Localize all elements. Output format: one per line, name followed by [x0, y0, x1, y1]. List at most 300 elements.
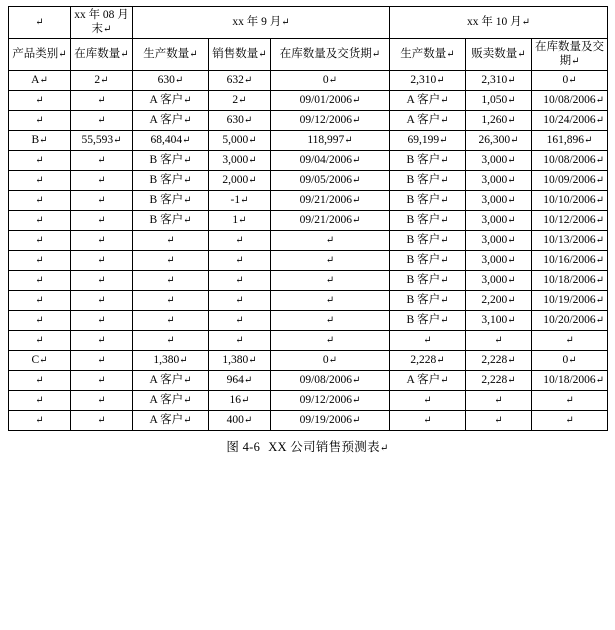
- table-cell: [466, 231, 532, 251]
- table-cell: [466, 331, 532, 351]
- table-cell: [271, 391, 390, 411]
- cell-value: 2,228↵: [481, 353, 516, 366]
- table-cell: [532, 351, 608, 371]
- cell-value: 2↵: [94, 73, 109, 86]
- pilcrow-mark: ↵: [35, 294, 44, 306]
- pilcrow-mark: ↵: [97, 354, 106, 366]
- cell-secondary-value: 10/10/2006↵: [543, 193, 605, 206]
- pilcrow-mark: ↵: [39, 354, 48, 366]
- pilcrow-mark: ↵: [352, 214, 361, 226]
- cell-value: [74, 374, 129, 388]
- cell-value: C↵: [31, 353, 48, 366]
- cell-value: [12, 414, 67, 428]
- pilcrow-mark: ↵: [507, 74, 516, 86]
- cell-secondary-value: 10/20/2006↵: [543, 313, 605, 326]
- table-row: [9, 91, 608, 111]
- group-header-aug: xx 年 08 月末↵: [71, 7, 133, 39]
- pilcrow-mark: ↵: [97, 394, 106, 406]
- pilcrow-mark: ↵: [35, 94, 44, 106]
- cell-value: 2,000↵: [222, 173, 257, 186]
- table-cell: [271, 191, 390, 211]
- pilcrow-mark: ↵: [595, 174, 605, 186]
- pilcrow-mark: ↵: [568, 354, 577, 366]
- pilcrow-mark: ↵: [35, 374, 44, 386]
- cell-value: [393, 394, 462, 408]
- table-cell: [209, 231, 271, 251]
- cell-value: [12, 194, 67, 208]
- pilcrow-mark: ↵: [243, 114, 253, 126]
- pilcrow-mark: ↵: [494, 394, 503, 406]
- cell-secondary-value: 10/16/2006↵: [543, 253, 605, 266]
- cell-value: [74, 114, 129, 128]
- table-cell: [71, 91, 133, 111]
- cell-value: 630↵: [157, 73, 184, 86]
- table-cell: [209, 391, 271, 411]
- table-cell: [466, 191, 532, 211]
- pilcrow-mark: ↵: [183, 194, 192, 206]
- table-cell: [133, 351, 209, 371]
- pilcrow-mark: ↵: [595, 314, 605, 326]
- table-cell: [71, 331, 133, 351]
- sales-forecast-table: [8, 6, 608, 431]
- pilcrow-mark: ↵: [97, 414, 106, 426]
- cell-value: [12, 234, 67, 248]
- table-cell: [271, 111, 390, 131]
- cell-value: [274, 334, 386, 348]
- pilcrow-mark: ↵: [507, 154, 516, 166]
- pilcrow-mark: ↵: [494, 334, 503, 346]
- table-cell: [271, 271, 390, 291]
- pilcrow-mark: ↵: [97, 114, 106, 126]
- pilcrow-mark: ↵: [568, 74, 577, 86]
- pilcrow-mark: ↵: [97, 274, 106, 286]
- table-row: [9, 411, 608, 431]
- pilcrow-mark: ↵: [166, 334, 175, 346]
- cell-value: 3,000↵: [481, 153, 516, 166]
- cell-value: [535, 394, 604, 408]
- table-cell: [466, 311, 532, 331]
- cell-value: 3,000↵: [481, 173, 516, 186]
- cell-value: 2,228↵: [481, 373, 516, 386]
- cell-value: -1↵: [230, 193, 249, 206]
- table-cell: [390, 311, 466, 331]
- table-row: [9, 231, 608, 251]
- table-cell: [9, 271, 71, 291]
- table-cell: [133, 371, 209, 391]
- pilcrow-mark: ↵: [243, 414, 253, 426]
- pilcrow-mark: ↵: [595, 94, 605, 106]
- table-cell: [466, 371, 532, 391]
- table-cell: [133, 171, 209, 191]
- table-cell: [532, 91, 608, 111]
- table-cell: [9, 91, 71, 111]
- cell-value: 09/01/2006↵: [299, 93, 361, 106]
- cell-value: 09/04/2006↵: [299, 153, 361, 166]
- table-cell: [466, 131, 532, 151]
- pilcrow-mark: ↵: [179, 354, 188, 366]
- cell-secondary-value: 10/08/2006↵: [543, 153, 605, 166]
- cell-value: B 客户↵: [406, 273, 449, 286]
- pilcrow-mark: ↵: [352, 154, 361, 166]
- table-cell: [209, 311, 271, 331]
- cell-value: [535, 334, 604, 348]
- table-cell: [532, 411, 608, 431]
- pilcrow-mark: ↵: [183, 174, 192, 186]
- pilcrow-mark: ↵: [507, 194, 516, 206]
- table-cell: [466, 211, 532, 231]
- table-cell: [9, 411, 71, 431]
- table-cell: [9, 211, 71, 231]
- cell-value: [136, 254, 205, 268]
- table-cell: [209, 71, 271, 91]
- pilcrow-mark: ↵: [494, 414, 503, 426]
- table-cell: [9, 351, 71, 371]
- table-cell: [209, 131, 271, 151]
- pilcrow-mark: ↵: [440, 314, 449, 326]
- pilcrow-mark: ↵: [281, 16, 290, 28]
- cell-value: [136, 234, 205, 248]
- table-cell: [209, 171, 271, 191]
- table-cell: [390, 151, 466, 171]
- table-row: [9, 311, 608, 331]
- pilcrow-mark: ↵: [571, 55, 580, 67]
- pilcrow-mark: ↵: [423, 394, 432, 406]
- table-cell: [209, 331, 271, 351]
- pilcrow-mark: ↵: [183, 214, 192, 226]
- cell-value: [212, 254, 267, 268]
- column-header-sales-oct: 贩卖数量↵: [466, 39, 532, 71]
- table-cell: [133, 231, 209, 251]
- pilcrow-mark: ↵: [325, 314, 335, 326]
- pilcrow-mark: ↵: [235, 254, 244, 266]
- cell-value: 1↵: [232, 213, 247, 226]
- cell-value: B 客户↵: [406, 193, 449, 206]
- group-header-sep: xx 年 9 月↵: [133, 7, 390, 39]
- table-cell: [209, 351, 271, 371]
- table-cell: [532, 291, 608, 311]
- pilcrow-mark: ↵: [352, 174, 361, 186]
- table-body: [9, 7, 608, 431]
- cell-value: 3,000↵: [481, 253, 516, 266]
- table-cell: [71, 351, 133, 371]
- cell-value: 632↵: [226, 73, 253, 86]
- cell-value: [469, 334, 528, 348]
- pilcrow-mark: ↵: [35, 154, 44, 166]
- pilcrow-mark: ↵: [521, 16, 531, 28]
- pilcrow-mark: ↵: [440, 254, 449, 266]
- table-cell: [271, 411, 390, 431]
- pilcrow-mark: ↵: [235, 334, 244, 346]
- table-cell: [9, 131, 71, 151]
- table-row: [9, 111, 608, 131]
- table-cell: [71, 211, 133, 231]
- cell-value: [212, 294, 267, 308]
- table-cell: [71, 391, 133, 411]
- pilcrow-mark: ↵: [97, 234, 106, 246]
- cell-value: [136, 274, 205, 288]
- cell-value: [12, 314, 67, 328]
- pilcrow-mark: ↵: [595, 214, 605, 226]
- table-cell: [209, 211, 271, 231]
- cell-value: 3,100↵: [481, 313, 516, 326]
- pilcrow-mark: ↵: [595, 374, 605, 386]
- cell-value: [12, 254, 67, 268]
- pilcrow-mark: ↵: [183, 414, 192, 426]
- table-cell: [133, 391, 209, 411]
- cell-value: [274, 234, 386, 248]
- table-cell: [9, 331, 71, 351]
- table-cell: [390, 271, 466, 291]
- table-cell: [390, 371, 466, 391]
- table-cell: [390, 411, 466, 431]
- cell-value: [74, 294, 129, 308]
- pilcrow-mark: ↵: [235, 234, 244, 246]
- pilcrow-mark: ↵: [507, 374, 516, 386]
- table-cell: [71, 171, 133, 191]
- table-cell: [271, 351, 390, 371]
- cell-value: [12, 334, 67, 348]
- table-cell: [71, 291, 133, 311]
- table-row: [9, 271, 608, 291]
- pilcrow-mark: ↵: [507, 254, 516, 266]
- cell-value: 09/19/2006↵: [299, 413, 361, 426]
- table-cell: [532, 371, 608, 391]
- cell-secondary-value: 10/18/2006↵: [543, 373, 605, 386]
- table-cell: [271, 231, 390, 251]
- pilcrow-mark: ↵: [325, 294, 335, 306]
- cell-secondary-value: 10/09/2006↵: [543, 173, 605, 186]
- pilcrow-mark: ↵: [507, 114, 516, 126]
- pilcrow-mark: ↵: [97, 214, 106, 226]
- cell-value: B 客户↵: [406, 213, 449, 226]
- group-header-oct: xx 年 10 月↵: [390, 7, 608, 39]
- table-cell: [532, 71, 608, 91]
- table-cell: [133, 131, 209, 151]
- pilcrow-mark: ↵: [35, 16, 44, 28]
- pilcrow-mark: ↵: [440, 214, 449, 226]
- pilcrow-mark: ↵: [325, 274, 335, 286]
- pilcrow-mark: ↵: [258, 48, 267, 60]
- pilcrow-mark: ↵: [235, 294, 244, 306]
- table-cell: [133, 191, 209, 211]
- cell-value: 16↵: [229, 393, 250, 406]
- pilcrow-mark: ↵: [39, 134, 48, 146]
- column-header-stock-aug: 在库数量↵: [71, 39, 133, 71]
- pilcrow-mark: ↵: [35, 174, 44, 186]
- cell-value: A 客户↵: [149, 373, 192, 386]
- cell-value: 2,228↵: [410, 353, 445, 366]
- pilcrow-mark: ↵: [166, 274, 175, 286]
- table-row: [9, 371, 608, 391]
- pilcrow-mark: ↵: [189, 48, 198, 60]
- table-cell: [9, 371, 71, 391]
- pilcrow-mark: ↵: [565, 334, 574, 346]
- cell-value: [274, 314, 386, 328]
- table-cell: [209, 271, 271, 291]
- pilcrow-mark: ↵: [379, 443, 389, 455]
- cell-value: [212, 274, 267, 288]
- pilcrow-mark: ↵: [103, 23, 112, 35]
- cell-value: [12, 174, 67, 188]
- pilcrow-mark: ↵: [325, 254, 335, 266]
- cell-value: [12, 94, 67, 108]
- group-header-row: [9, 7, 608, 39]
- pilcrow-mark: ↵: [100, 74, 109, 86]
- pilcrow-mark: ↵: [328, 74, 338, 86]
- cell-value: [136, 314, 205, 328]
- cell-value: [74, 414, 129, 428]
- table-cell: [271, 171, 390, 191]
- pilcrow-mark: ↵: [595, 194, 605, 206]
- pilcrow-mark: ↵: [352, 394, 361, 406]
- table-cell: [532, 211, 608, 231]
- cell-value: A 客户↵: [406, 93, 449, 106]
- figure-number: 图 4-6: [226, 440, 261, 455]
- pilcrow-mark: ↵: [39, 74, 48, 86]
- table-cell: [209, 251, 271, 271]
- table-cell: [9, 311, 71, 331]
- cell-value: 1,380↵: [222, 353, 257, 366]
- table-cell: [133, 411, 209, 431]
- cell-value: 1,260↵: [481, 113, 516, 126]
- table-cell: [532, 151, 608, 171]
- pilcrow-mark: ↵: [440, 154, 449, 166]
- pilcrow-mark: ↵: [241, 394, 250, 406]
- cell-value: 2,200↵: [481, 293, 516, 306]
- pilcrow-mark: ↵: [352, 414, 361, 426]
- table-row: [9, 171, 608, 191]
- cell-value: [74, 94, 129, 108]
- pilcrow-mark: ↵: [595, 154, 605, 166]
- table-cell: [133, 111, 209, 131]
- pilcrow-mark: ↵: [35, 314, 44, 326]
- pilcrow-mark: ↵: [371, 48, 381, 60]
- pilcrow-mark: ↵: [183, 94, 192, 106]
- column-header-sales-sep: 销售数量↵: [209, 39, 271, 71]
- table-row: [9, 191, 608, 211]
- table-cell: [71, 111, 133, 131]
- pilcrow-mark: ↵: [97, 294, 106, 306]
- pilcrow-mark: ↵: [517, 48, 526, 60]
- pilcrow-mark: ↵: [97, 94, 106, 106]
- cell-value: 09/12/2006↵: [299, 393, 361, 406]
- table-row: [9, 131, 608, 151]
- cell-value: 5,000↵: [222, 133, 257, 146]
- pilcrow-mark: ↵: [595, 254, 605, 266]
- cell-value: 3,000↵: [222, 153, 257, 166]
- column-header-stock-delivery-sep: 在库数量及交货期↵: [271, 39, 390, 71]
- pilcrow-mark: ↵: [248, 174, 257, 186]
- pilcrow-mark: ↵: [446, 48, 455, 60]
- cell-value: A 客户↵: [149, 413, 192, 426]
- cell-value: A 客户↵: [149, 113, 192, 126]
- pilcrow-mark: ↵: [248, 154, 257, 166]
- cell-value: B 客户↵: [406, 233, 449, 246]
- pilcrow-mark: ↵: [35, 214, 44, 226]
- pilcrow-mark: ↵: [352, 374, 361, 386]
- pilcrow-mark: ↵: [35, 254, 44, 266]
- table-cell: [271, 291, 390, 311]
- pilcrow-mark: ↵: [440, 114, 449, 126]
- table-cell: [9, 391, 71, 411]
- table-cell: [9, 71, 71, 91]
- cell-value: 161,896↵: [546, 133, 593, 146]
- pilcrow-mark: ↵: [97, 314, 106, 326]
- cell-value: [12, 274, 67, 288]
- cell-value: B 客户↵: [406, 173, 449, 186]
- pilcrow-mark: ↵: [344, 134, 353, 146]
- table-cell: [133, 251, 209, 271]
- cell-value: [212, 234, 267, 248]
- table-cell: [466, 411, 532, 431]
- pilcrow-mark: ↵: [595, 234, 605, 246]
- table-row: [9, 331, 608, 351]
- cell-value: 2,310↵: [481, 73, 516, 86]
- cell-value: A 客户↵: [406, 373, 449, 386]
- table-cell: [71, 311, 133, 331]
- table-row: [9, 291, 608, 311]
- pilcrow-mark: ↵: [565, 414, 574, 426]
- column-header-row: [9, 39, 608, 71]
- table-cell: [466, 151, 532, 171]
- figure-title: XX 公司销售预测表: [268, 440, 380, 455]
- cell-secondary-value: 10/13/2006↵: [543, 233, 605, 246]
- cell-value: 69,199↵: [407, 133, 448, 146]
- column-header-production-sep: 生产数量↵: [133, 39, 209, 71]
- table-cell: [390, 111, 466, 131]
- cell-value: [74, 354, 129, 368]
- pilcrow-mark: ↵: [166, 254, 175, 266]
- pilcrow-mark: ↵: [35, 194, 44, 206]
- table-cell: [271, 91, 390, 111]
- pilcrow-mark: ↵: [595, 274, 605, 286]
- pilcrow-mark: ↵: [35, 334, 44, 346]
- table-cell: [532, 111, 608, 131]
- pilcrow-mark: ↵: [440, 294, 449, 306]
- table-cell: [390, 251, 466, 271]
- column-header-stock-delivery-oct: 在库数量及交期↵: [532, 39, 608, 71]
- table-cell: [390, 131, 466, 151]
- pilcrow-mark: ↵: [248, 134, 257, 146]
- table-cell: [9, 151, 71, 171]
- cell-value: [74, 154, 129, 168]
- table-cell: [133, 91, 209, 111]
- pilcrow-mark: ↵: [507, 214, 516, 226]
- table-cell: [532, 131, 608, 151]
- pilcrow-mark: ↵: [183, 154, 192, 166]
- table-cell: [9, 191, 71, 211]
- cell-value: A 客户↵: [149, 393, 192, 406]
- pilcrow-mark: ↵: [97, 334, 106, 346]
- cell-value: B 客户↵: [149, 213, 192, 226]
- table-cell: [466, 351, 532, 371]
- pilcrow-mark: ↵: [352, 194, 361, 206]
- table-cell: [271, 311, 390, 331]
- cell-value: [74, 314, 129, 328]
- table-cell: [466, 291, 532, 311]
- table-cell: [71, 71, 133, 91]
- pilcrow-mark: ↵: [35, 394, 44, 406]
- cell-value: 964↵: [226, 373, 253, 386]
- table-cell: [209, 91, 271, 111]
- table-cell: [133, 271, 209, 291]
- pilcrow-mark: ↵: [584, 134, 593, 146]
- cell-value: [74, 194, 129, 208]
- pilcrow-mark: ↵: [510, 134, 519, 146]
- cell-value: 09/12/2006↵: [299, 113, 361, 126]
- pilcrow-mark: ↵: [565, 394, 574, 406]
- pilcrow-mark: ↵: [243, 374, 253, 386]
